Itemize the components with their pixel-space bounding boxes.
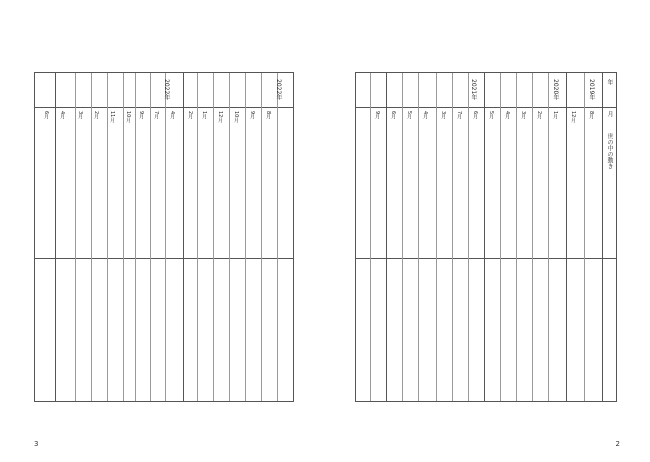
- right-timeline-table: [355, 72, 617, 402]
- month-label: 3月: [520, 111, 526, 120]
- section-divider: [35, 258, 293, 259]
- right-page: [325, 0, 650, 462]
- month-label: 9月: [249, 111, 255, 120]
- year-column-divider: [566, 73, 567, 401]
- month-label: 6月: [390, 111, 396, 120]
- month-label: 2月: [536, 111, 542, 120]
- month-row-divider: [35, 107, 293, 108]
- month-label: 9月: [374, 111, 380, 120]
- year-label: 2020年: [552, 79, 559, 101]
- year-label: 2022年: [275, 79, 282, 101]
- year-label: 2021年: [470, 79, 477, 101]
- year-label: 2022年: [163, 79, 170, 101]
- month-label: 6月: [472, 111, 478, 120]
- month-label: 2月: [187, 111, 193, 120]
- month-label: 6月: [43, 111, 49, 120]
- month-label: 4月: [59, 111, 65, 120]
- month-label: 4月: [504, 111, 510, 120]
- month-label: 12月: [570, 111, 576, 123]
- month-label: 11月: [109, 111, 115, 123]
- month-label: 12月: [217, 111, 223, 123]
- year-column-divider: [183, 73, 184, 401]
- header-column-divider: [602, 73, 603, 401]
- month-label: 8月: [588, 111, 594, 120]
- year-label: 2019年: [588, 79, 595, 101]
- month-label: 3月: [440, 111, 446, 120]
- month-label: 5月: [488, 111, 494, 120]
- month-label: 5月: [406, 111, 412, 120]
- year-column-divider: [55, 73, 56, 401]
- month-label: 8月: [265, 111, 271, 120]
- month-label: 4月: [422, 111, 428, 120]
- month-row-divider: [356, 107, 616, 108]
- year-column-divider: [386, 73, 387, 401]
- year-column-divider: [484, 73, 485, 401]
- page-number: 3: [34, 440, 39, 448]
- header-month-label: 月: [606, 111, 613, 117]
- left-timeline-table: [34, 72, 294, 402]
- month-label: 7月: [153, 111, 159, 120]
- month-label: 10月: [125, 111, 131, 123]
- month-label: 4月: [169, 111, 175, 120]
- month-label: 9月: [138, 111, 144, 120]
- section-divider: [356, 258, 616, 259]
- month-label: 3月: [77, 111, 83, 120]
- month-label: 7月: [456, 111, 462, 120]
- page-number: 2: [615, 440, 620, 448]
- month-label: 1月: [552, 111, 558, 120]
- header-year-label: 年: [606, 79, 613, 85]
- month-label: 2月: [93, 111, 99, 120]
- month-label: 10月: [233, 111, 239, 123]
- header-events-label: 世の中の動き: [606, 133, 613, 169]
- month-label: 1月: [201, 111, 207, 120]
